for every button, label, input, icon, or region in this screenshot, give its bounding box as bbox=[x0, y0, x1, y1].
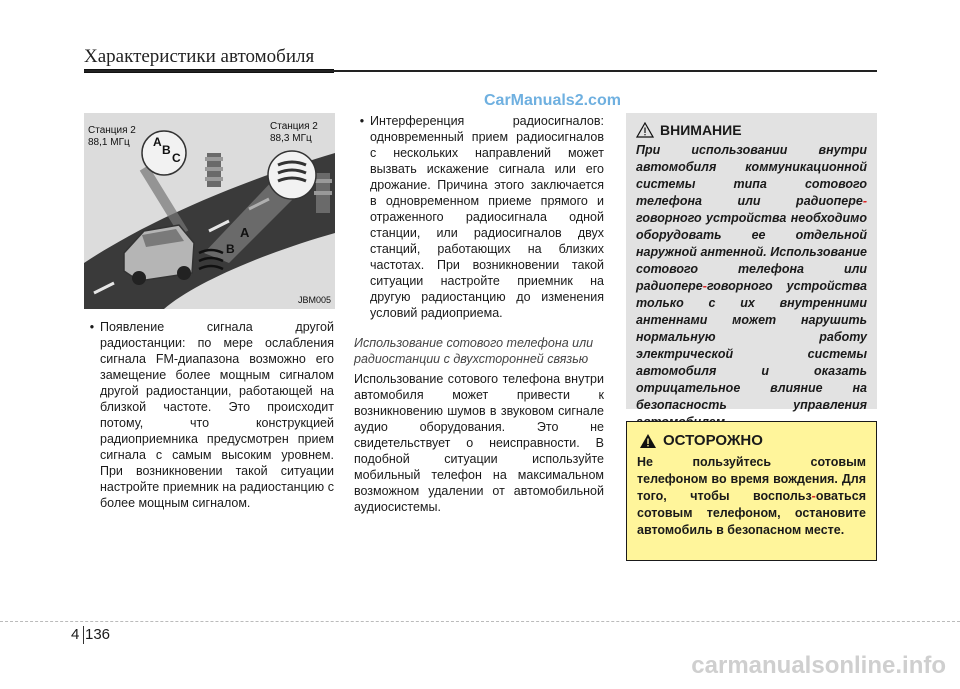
warning-triangle-icon bbox=[636, 122, 654, 138]
station-left-label: Станция 2 88,1 МГц bbox=[88, 125, 136, 148]
warning-text: При использовании внутри автомобиля коммуникационной системы типа сотового телефона или радиопере-говорного устройства необходимо оборудовать ее отдельной наружной антенной. Использование сотового телефона или радиопере-говорного устройства только с их внутренними антеннами может нарушить нормальную работу электрической системы автомобиля и оказать отрицательное влияние на безопасность управления bbox=[636, 143, 867, 412]
bullet-dot: • bbox=[359, 114, 365, 128]
caution-title bbox=[639, 432, 763, 449]
bubble-letter-b: B bbox=[162, 143, 171, 157]
warning-title-text: ВНИМАНИЕ bbox=[660, 122, 742, 138]
bubble-letter-c: C bbox=[172, 151, 181, 165]
watermark-bottom[interactable]: carmanualsonline.info bbox=[691, 652, 946, 679]
watermark-top[interactable]: CarManuals2.com bbox=[484, 92, 621, 109]
caution-box bbox=[626, 421, 877, 561]
signal-substitution-text: Появление сигнала другой радиостанции: по мере ослабления сигнала FM-диапазона возможно его замещение более мощным сигналом другой радиостанции, работающей на близкой частоте. Это происходит потому, что конструкцией радиоприемника предусмотрен прием сигнала с самым высоким уровнем. При возникновении такой ситуации настройте приемник на радиостанцию с более мощным сигналом. bbox=[100, 320, 334, 510]
header-rule bbox=[84, 70, 877, 72]
caution-triangle-icon bbox=[639, 433, 657, 449]
list-item bbox=[84, 319, 334, 511]
chapter-number: 4 bbox=[71, 626, 80, 643]
phone-usage-paragraph: Использование сотового телефона внутри автомобиля может привести к возникновению шумов в звуковом сигнале аудио оборудования. Это не свидетельствует о неисправности. В подобной ситуации используйте мобильный телефон на максимальном возможном удалении от автомобильной аудиосистемы. bbox=[354, 372, 604, 514]
car-letter-a: A bbox=[240, 225, 250, 240]
bullet-dot: • bbox=[89, 320, 95, 334]
caution-title-text: ОСТОРОЖНО bbox=[663, 432, 763, 449]
page-header-title: Характеристики автомобиля bbox=[84, 46, 315, 67]
interference-text: Интерференция радиосигналов: одновременный прием радиосигналов с нескольких направлений может вызвать искажение сигнала или его дрожание. Причина этого заключается в одновременном приеме прямого и отраженного радиосигнала одной станции, или радиосигналов двух станций, работающих на близких частотах. При возникновении такой ситуации настройте приемник на другую радиостанцию до изменения условий радиоприема. bbox=[370, 114, 604, 320]
page-number-separator bbox=[83, 626, 84, 644]
warning-title bbox=[636, 122, 742, 138]
list-item bbox=[354, 113, 604, 321]
radio-interference-illustration bbox=[84, 113, 335, 309]
car-letter-b: B bbox=[226, 242, 235, 256]
station-right-label: Станция 2 88,3 МГц bbox=[270, 121, 318, 144]
bubble-letter-a: A bbox=[153, 135, 162, 149]
warning-box bbox=[626, 113, 877, 412]
footer-rule bbox=[0, 621, 960, 622]
page-number: 136 bbox=[85, 626, 111, 643]
figure-code: JBM005 bbox=[297, 295, 331, 305]
caution-text: Не пользуйтесь сотовым телефоном во время вождения. Для того, чтобы воспольз-оваться сотовым телефоном, остановите автомобиль в безопасном месте. bbox=[637, 455, 866, 537]
section-subheading: Использование сотового телефона или радиостанции с двухсторонней связью bbox=[354, 336, 594, 366]
signal-bubble-right bbox=[268, 151, 316, 199]
column-left bbox=[84, 319, 334, 511]
radio-tower-left-icon bbox=[205, 153, 223, 187]
radio-tower-right-icon bbox=[314, 173, 332, 213]
column-middle bbox=[354, 113, 604, 515]
